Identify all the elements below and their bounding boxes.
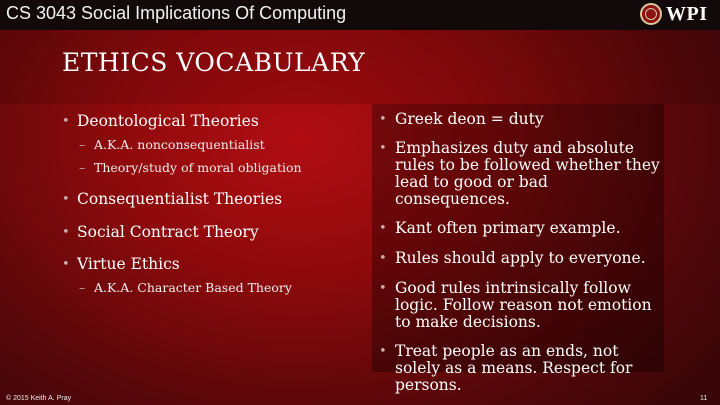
bullet-icon: • bbox=[379, 281, 387, 296]
footer-copyright: © 2015 Keith A. Pray bbox=[6, 395, 72, 402]
bullet-icon: • bbox=[379, 344, 387, 359]
left-column bbox=[60, 108, 370, 296]
wpi-seal-icon bbox=[640, 3, 662, 25]
dash-icon: – bbox=[79, 280, 86, 295]
dash-icon: – bbox=[79, 160, 86, 175]
list-item-virtue-ethics: • Virtue Ethics bbox=[62, 255, 180, 273]
dash-icon: – bbox=[79, 137, 86, 152]
list-item-rules-apply: • Rules should apply to everyone. bbox=[379, 249, 646, 267]
page-number: 11 bbox=[700, 395, 708, 402]
slide-title: ETHICS VOCABULARY bbox=[62, 48, 366, 77]
course-title: CS 3043 Social Implications Of Computing bbox=[6, 3, 347, 23]
list-item-deontological: • Deontological Theories bbox=[62, 112, 259, 130]
list-item-greek-deon: • Greek deon = duty bbox=[379, 110, 544, 128]
list-item-good-rules: • Good rules intrinsically follow logic. Follow reason not emotion to make decisions. bbox=[379, 279, 652, 331]
wpi-logo bbox=[640, 2, 708, 26]
bullet-icon: • bbox=[379, 141, 387, 156]
bullet-icon: • bbox=[379, 251, 387, 266]
list-item-kant: • Kant often primary example. bbox=[379, 219, 621, 237]
list-item-consequentialist: • Consequentialist Theories bbox=[62, 190, 283, 208]
sub-item-character-based: – A.K.A. Character Based Theory bbox=[79, 280, 292, 295]
wpi-logo-text: WPI bbox=[666, 2, 708, 25]
header-bar bbox=[0, 0, 720, 30]
list-item-treat-people: • Treat people as an ends, not solely as a means. Respect for persons. bbox=[379, 342, 633, 394]
list-item-emphasizes-duty: • Emphasizes duty and absolute rules to be followed whether they lead to good or bad consequences. bbox=[379, 139, 660, 208]
sub-item-aka-nonconsequentialist: – A.K.A. nonconsequentialist bbox=[79, 137, 265, 152]
list-item-social-contract: • Social Contract Theory bbox=[62, 223, 259, 241]
bullet-icon: • bbox=[62, 192, 70, 207]
bullet-icon: • bbox=[62, 257, 70, 272]
bullet-icon: • bbox=[62, 114, 70, 129]
bullet-icon: • bbox=[379, 112, 387, 127]
bullet-icon: • bbox=[62, 225, 70, 240]
right-panel bbox=[372, 104, 664, 394]
sub-item-theory-study: – Theory/study of moral obligation bbox=[79, 160, 302, 175]
bullet-icon: • bbox=[379, 221, 387, 236]
